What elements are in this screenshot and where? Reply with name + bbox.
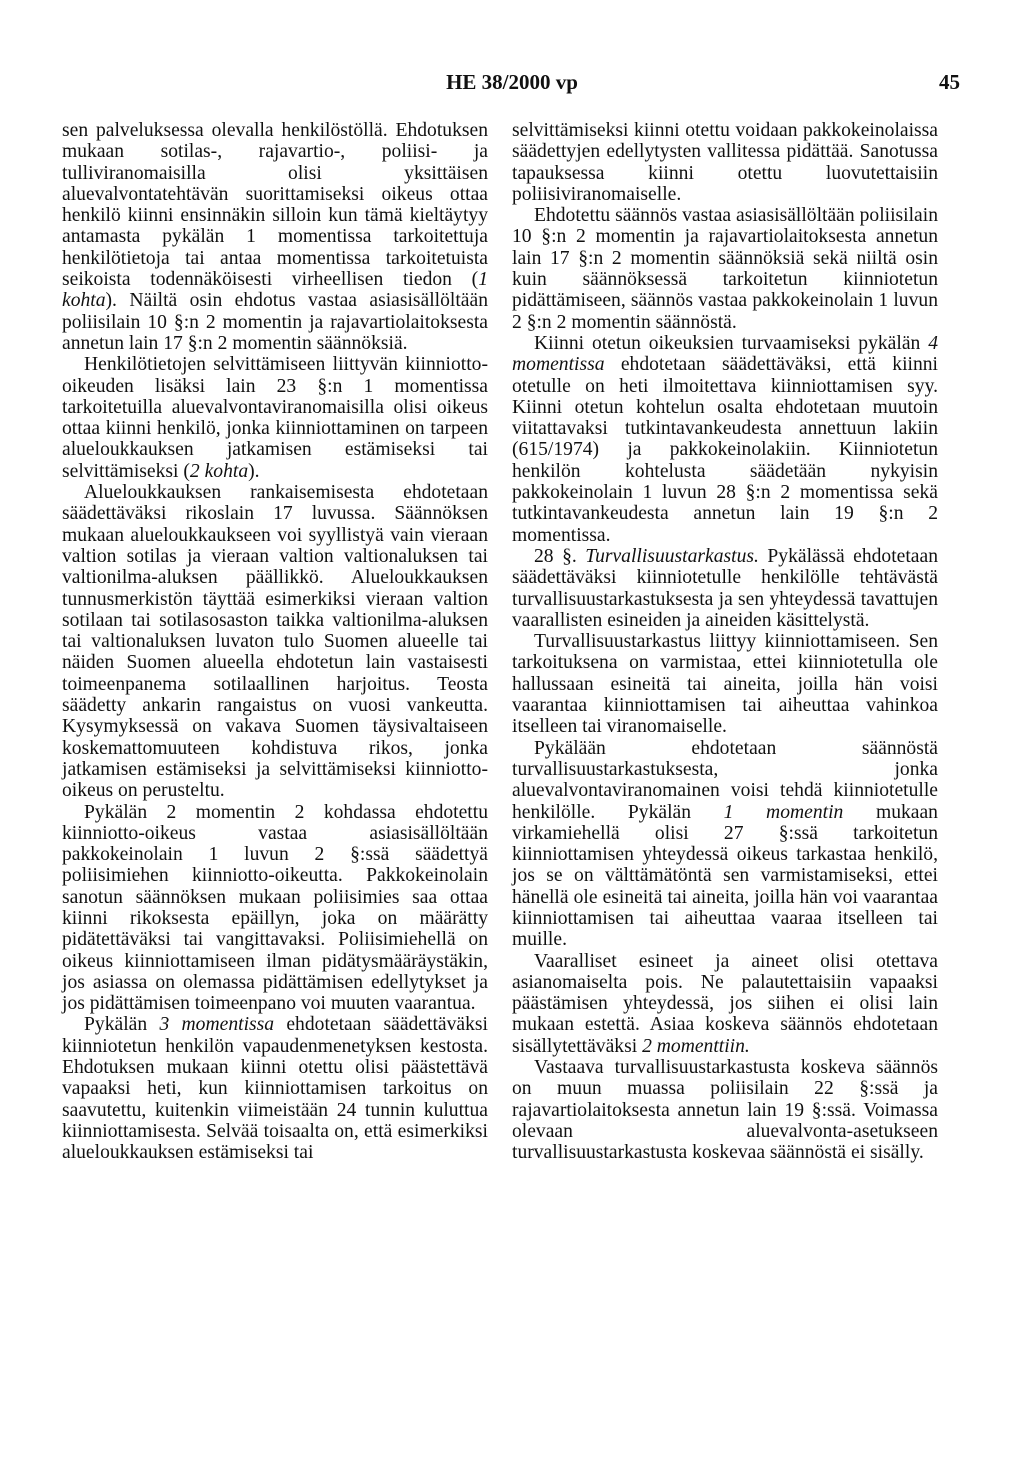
paragraph	[512, 205, 938, 333]
text-run: Ehdotettu säännös vastaa asiasisällöltään poliisilain 10 §:n 2 momentin ja rajavartiolaitoksesta annetun lain 17 §:n 2 momentin säännöksiä sekä niiltä osin kuin säännöksessä tarkoitetun kiinniotetun pidättämiseen, säännös vastaa pakkokeinolain 1 luvun 2 §:n 2 momentin säännöstä.	[512, 205, 938, 333]
text-run: Vaaralliset esineet ja aineet olisi otettava asianomaiselta pois. Ne palautettaisiin vapaaksi päästämisen yhteydessä, jos siihen ei olisi lain mukaan estettä. Asiaa koskeva säännös ehdotetaan sisällytettäväksi	[512, 950, 938, 1057]
document-title: HE 38/2000 vp	[446, 70, 578, 94]
paragraph	[62, 1014, 488, 1163]
text-run: ehdotetaan säädettäväksi, että kiinni otetulle on heti ilmoitettava kiinniottamisen syy. Kiinni otetun kohtelun osalta ehdotetaan muutoin viitattavaksi tutkintavankeudesta annettuun lakiin (615/1974) ja pakkokeinolakiin. Kiinniotetun henkilön kohtelusta säädetään nykyisin pakkokeinolain 1 luvun 28 §:n 2 momentissa sekä tutkintavankeudesta annetun lain 19 §:n 2 momentissa.	[512, 354, 938, 546]
paragraph	[512, 333, 938, 546]
italic-text-run: 1 momentin	[723, 801, 844, 823]
text-run: Kiinni otetun oikeuksien turvaamiseksi pykälän	[534, 332, 929, 354]
text-run: Henkilötietojen selvittämiseen liittyvän kiinniotto-oikeuden lisäksi lain 23 §:n 1 momentissa tarkoitetuilla aluevalvontaviranomaisilla olisi oikeus ottaa kiinni henkilö, jonka kiinniottaminen on tarpeen alueloukkauksen jatkamisen estämiseksi tai selvittämiseksi (	[62, 354, 488, 482]
text-run: Vastaava turvallisuustarkastusta koskeva säännös on muun muassa poliisilain 22 §:ssä ja rajavartiolaitoksesta annetun lain 19 §:ssä. Voimassa olevaan aluevalvonta-asetukseen turvallisuustarkastusta koskevaa säännöstä ei sisälly.	[512, 1057, 938, 1164]
paragraph	[512, 631, 938, 737]
text-run: ). Näiltä osin ehdotus vastaa asiasisällöltään poliisilain 10 §:n 2 momentin ja rajavartiolaitoksesta annetun lain 17 §:n 2 momentin säännöksiä.	[62, 290, 488, 354]
left-column	[62, 120, 488, 1164]
text-run: Turvallisuustarkastus liittyy kiinniottamiseen. Sen tarkoituksena on varmistaa, ettei kiinniotetulla ole hallussaan esineitä tai aineita, joilla hän voisi vaarantaa kiinniottamisen tai aiheuttaa vahinkoa itselleen tai viranomaiselle.	[512, 631, 938, 738]
paragraph	[62, 120, 488, 354]
text-run: Pykälässä ehdotetaan säädettäväksi kiinniotetulle henkilölle tehtävästä turvallisuustarkastuksesta ja sen yhteydessä tavattujen vaarallisten esineiden ja aineiden käsittelystä.	[512, 545, 938, 631]
text-run: ).	[248, 460, 260, 482]
text-run: ehdotetaan säädettäväksi kiinniotetun henkilön vapaudenmenetyksen kestosta. Ehdotuksen mukaan kiinni otettu olisi päästettävä vapaaksi heti, kun kiinniottamisen tarkoitus on saavutettu, kuitenkin viimeistään 24 tunnin kuluttua kiinniottamisesta. Selvää toisaalta on, että esimerkiksi alueloukkauksen estämiseksi tai	[62, 1014, 488, 1164]
paragraph	[512, 951, 938, 1057]
text-run: Alueloukkauksen rankaisemisesta ehdotetaan säädettäväksi rikoslain 17 luvussa. Säännöksen mukaan alueloukkaukseen voi syyllistyä vain vieraan valtion sotilas ja vieraan valtion valtionaluksen tai valtionilma-aluksen päällikkö. Alueloukkauksen tunnusmerkistön täyttää esimerkiksi vieraan valtion sotilaan tai sotilasosaston taikka valtionilma-aluksen tai valtionaluksen luvaton tulo Suomen alueelle tai näiden Suomen alueella ehdotetun lain vastaisesti toimeenpanema sotilaallinen harjoitus. Teosta säädetty ankarin rangaistus on vuosi vankeutta. Kysymyksessä on vakava Suomen täysivaltaiseen koskemattomuuteen kohdistuva rikos, jonka jatkamisen estämiseksi ja selvittämiseksi kiinniotto-oikeus on perusteltu.	[62, 482, 488, 802]
paragraph	[62, 802, 488, 1015]
text-run: selvittämiseksi kiinni otettu voidaan pakkokeinolaissa säädettyjen edellytysten vallitessa pidättää. Sanotussa tapauksessa kiinni otettu luovutettaisiin poliisiviranomaiselle.	[512, 120, 938, 205]
text-run: Pykälään ehdotetaan säännöstä turvallisuustarkastuksesta, jonka aluevalvontaviranomainen voisi tehdä kiinniotetulle henkilölle. Pykälän	[512, 737, 938, 823]
paragraph	[512, 120, 938, 205]
paragraph	[512, 1057, 938, 1163]
page-number: 45	[939, 70, 960, 94]
section-heading-paragraph	[512, 546, 938, 631]
page-header	[0, 70, 1024, 100]
text-run: Pykälän 2 momentin 2 kohdassa ehdotettu kiinniotto-oikeus vastaa asiasisällöltään pakkokeinolain 1 luvun 2 §:ssä säädettyä poliisimiehen kiinniotto-oikeutta. Pakkokeinolain sanotun säännöksen mukaan poliisimies saa ottaa kiinni rikoksesta epäillyn, joka on määrätty pidätettäväksi tai vangittavaksi. Poliisimiehellä on oikeus kiinniottamiseen ilman pidätysmääräystäkin, jos asiassa on olemassa pidättämisen edellytykset ja jos pidättämisen toimeenpano voi muuten vaarantua.	[62, 801, 488, 1015]
paragraph	[62, 354, 488, 482]
right-column	[512, 120, 938, 1164]
paragraph	[512, 738, 938, 951]
text-run: 28 §.	[534, 545, 586, 567]
text-run: Pykälän	[84, 1014, 160, 1036]
text-run: sen palveluksessa olevalla henkilöstöllä. Ehdotuksen mukaan sotilas-, rajavartio-, poliisi- ja tulliviranomaisilla olisi yksittäisen aluevalvontatehtävän suorittamiseksi oikeus ottaa henkilö kiinni ensinnäkin silloin kun tämä kieltäytyy antamasta pykälän 1 momentissa tarkoitettuja henkilötietoja tai antaa momentissa tarkoitetuista seikoista todennäköisesti virheellisen tiedon (	[62, 120, 488, 291]
italic-text-run: 2 kohta	[189, 460, 249, 482]
italic-text-run: 2 momenttiin.	[642, 1035, 750, 1057]
italic-text-run: 1 kohta	[62, 269, 488, 312]
italic-text-run: 4 momentissa	[512, 332, 938, 376]
italic-text-run: Turvallisuustarkastus.	[585, 545, 759, 567]
text-run: mukaan virkamiehellä olisi 27 §:ssä tarkoitetun kiinniottamisen yhteydessä oikeus tarkastaa henkilö, jos se on välttämätöntä sen varmistamiseksi, ettei hänellä ole esineitä tai aineita, joilla hän voi vaarantaa kiinniottamisen tai aiheuttaa vaaraa itselleen tai muille.	[512, 801, 938, 951]
paragraph	[62, 482, 488, 801]
italic-text-run: 3 momentissa	[159, 1014, 275, 1036]
